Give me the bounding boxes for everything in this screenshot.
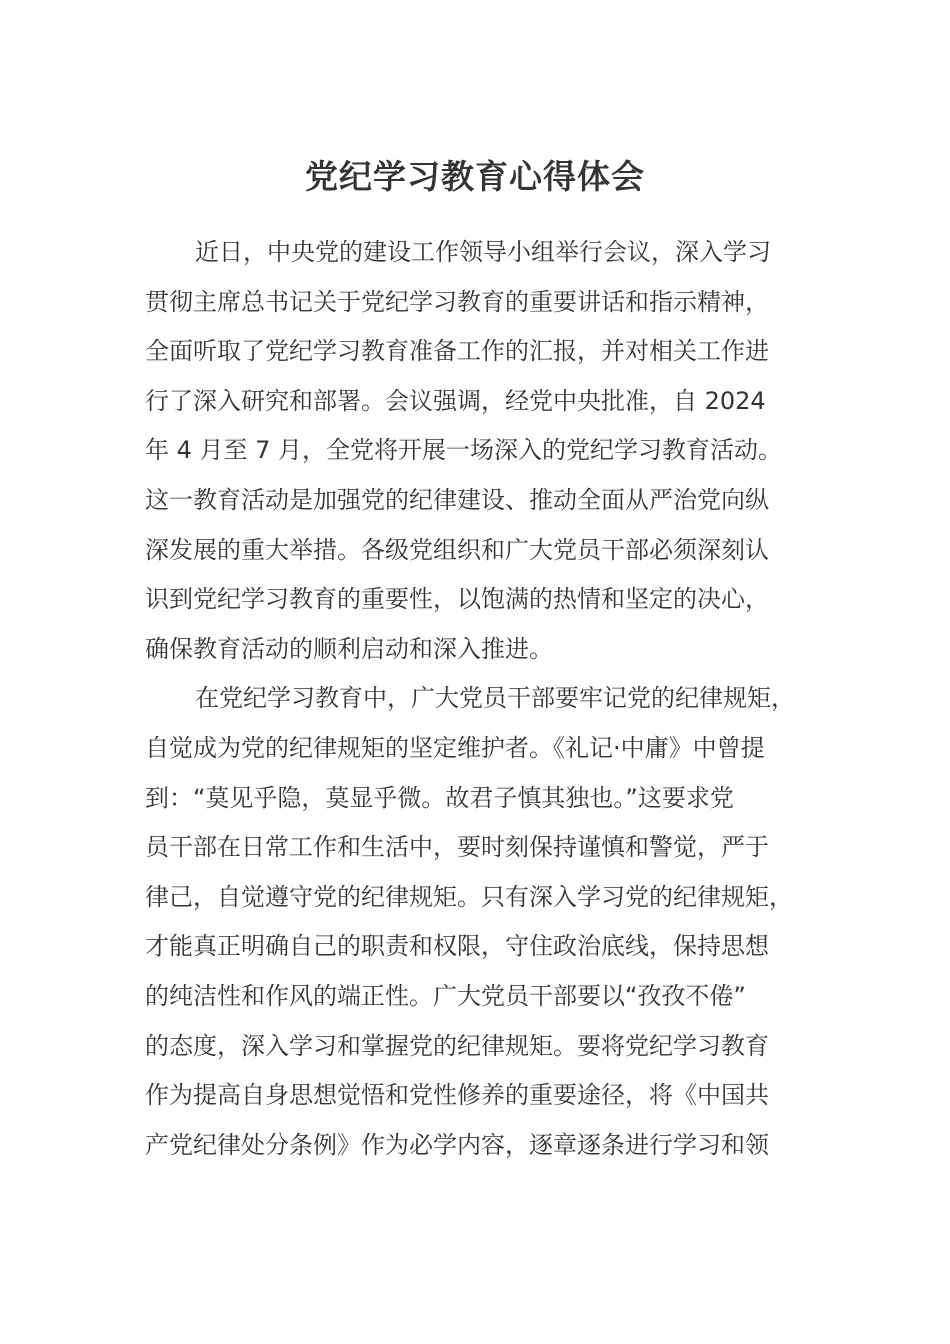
document-body: [145, 228, 825, 1170]
paragraph-line: 年 4 月至 7 月，全党将开展一场深入的党纪学习教育活动。: [145, 436, 783, 465]
paragraph-1: [145, 228, 825, 674]
document-title: 党纪学习教育心得体会: [305, 157, 645, 196]
paragraph-line: 产党纪律处分条例》作为必学内容，逐章逐条进行学习和领: [145, 1130, 769, 1159]
paragraph-line: 律己，自觉遵守党的纪律规矩。只有深入学习党的纪律规矩，: [145, 882, 793, 911]
paragraph-2: [145, 674, 825, 1170]
paragraph-line: 自觉成为党的纪律规矩的坚定维护者。《礼记·中庸》中曾提: [145, 733, 765, 762]
paragraph-line: 全面听取了党纪学习教育准备工作的汇报，并对相关工作进: [145, 337, 769, 366]
paragraph-line: 作为提高自身思想觉悟和党性修养的重要途径，将《中国共: [145, 1081, 769, 1110]
paragraph-line: 才能真正明确自己的职责和权限，守住政治底线，保持思想: [145, 932, 769, 961]
paragraph-line: 贯彻主席总书记关于党纪学习教育的重要讲话和指示精神，: [145, 287, 769, 316]
paragraph-line: 识到党纪学习教育的重要性，以饱满的热情和坚定的决心，: [145, 585, 769, 614]
paragraph-line: 近日，中央党的建设工作领导小组举行会议，深入学习: [195, 238, 771, 266]
paragraph-line: 深发展的重大举措。各级党组织和广大党员干部必须深刻认: [145, 535, 769, 564]
paragraph-line: 到：“莫见乎隐，莫显乎微。故君子慎其独也。”这要求党: [145, 783, 734, 812]
paragraph-line: 在党纪学习教育中，广大党员干部要牢记党的纪律规矩，: [195, 684, 795, 713]
paragraph-line: 行了深入研究和部署。会议强调，经党中央批准，自 2024: [145, 386, 766, 415]
paragraph-line: 的纯洁性和作风的端正性。广大党员干部要以“孜孜不倦”: [145, 981, 746, 1010]
paragraph-line: 这一教育活动是加强党的纪律建设、推动全面从严治党向纵: [145, 485, 769, 514]
paragraph-line: 确保教育活动的顺利启动和深入推进。: [145, 634, 553, 663]
paragraph-line: 员干部在日常工作和生活中，要时刻保持谨慎和警觉，严于: [145, 833, 769, 862]
paragraph-line: 的态度，深入学习和掌握党的纪律规矩。要将党纪学习教育: [145, 1031, 769, 1060]
